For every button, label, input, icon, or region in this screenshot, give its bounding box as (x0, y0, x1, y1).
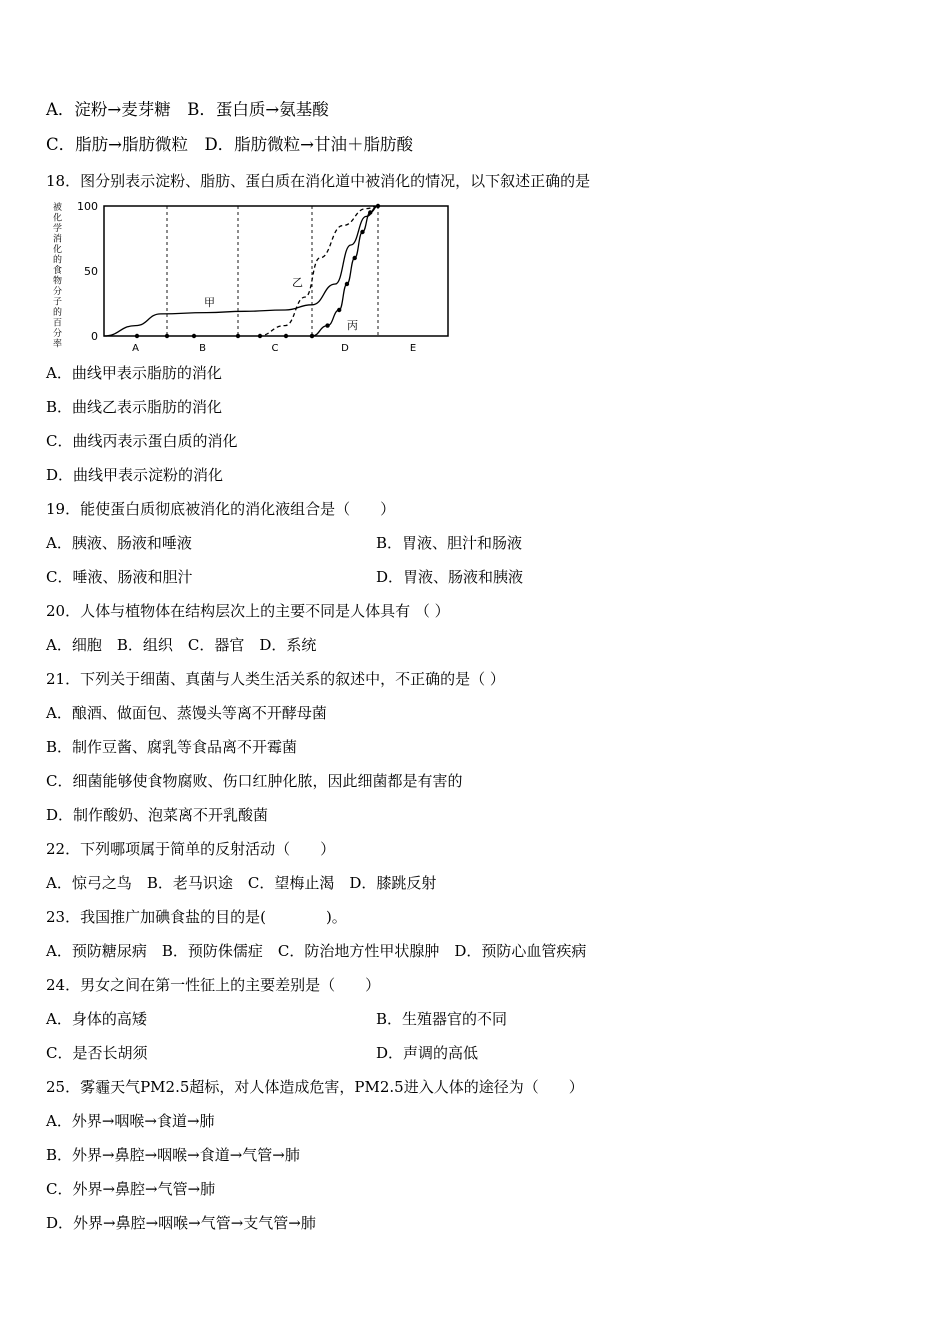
q19-option-d: D．胃液、肠液和胰液 (376, 568, 524, 586)
ylabel-char: 率 (53, 339, 63, 350)
baseline-dot (192, 334, 196, 338)
series-point-丙 (376, 204, 380, 208)
ylabel-char: 被 (53, 203, 63, 213)
series-point-丙 (325, 323, 329, 327)
baseline-dot (135, 334, 139, 338)
ylabel-char: 化 (53, 245, 63, 255)
q18-option-c: C．曲线丙表示蛋白质的消化 (46, 432, 238, 450)
x-category-label: B (199, 343, 206, 354)
series-label-乙: 乙 (292, 276, 303, 289)
q25-stem: 25．雾霾天气PM2.5超标，对人体造成危害，PM2.5进入人体的途径为（ ） (46, 1078, 584, 1096)
baseline-dot (284, 334, 288, 338)
series-point-丙 (368, 210, 372, 214)
q21-option-a: A．酿酒、做面包、蒸馒头等离不开酵母菌 (46, 704, 327, 722)
q21-option-c: C．细菌能够使食物腐败、伤口红肿化脓，因此细菌都是有害的 (46, 772, 463, 790)
series-point-丙 (345, 282, 349, 286)
q24-option-b: B．生殖器官的不同 (376, 1010, 508, 1028)
q17-options-line-1: A．淀粉→麦芽糖 B．蛋白质→氨基酸 (46, 100, 329, 119)
q18-stem: 18．图分别表示淀粉、脂肪、蛋白质在消化道中被消化的情况，以下叙述正确的是 (46, 172, 591, 190)
q23-stem: 23．我国推广加碘食盐的目的是( )。 (46, 908, 347, 926)
digestion-chart (42, 198, 462, 358)
ylabel-char: 食 (53, 266, 63, 276)
q22-stem: 22．下列哪项属于简单的反射活动（ ） (46, 840, 336, 858)
q25-option-a: A．外界→咽喉→食道→肺 (46, 1112, 215, 1130)
baseline-dot (236, 334, 240, 338)
series-point-丙 (337, 308, 341, 312)
q21-stem: 21．下列关于细菌、真菌与人类生活关系的叙述中，不正确的是（ ） (46, 670, 505, 688)
q20-stem: 20．人体与植物体在结构层次上的主要不同是人体具有 （ ） (46, 602, 450, 620)
ylabel-char: 分 (53, 287, 63, 297)
q24-option-d: D．声调的高低 (376, 1044, 479, 1062)
y-tick-label: 0 (91, 330, 98, 343)
x-category-label: C (271, 343, 279, 354)
q25-option-d: D．外界→鼻腔→咽喉→气管→支气管→肺 (46, 1214, 316, 1232)
ylabel-char: 子 (53, 297, 63, 308)
baseline-dot (258, 334, 262, 338)
q21-option-d: D．制作酸奶、泡菜离不开乳酸菌 (46, 806, 269, 824)
y-tick-label: 50 (84, 265, 98, 278)
q18-option-d: D．曲线甲表示淀粉的消化 (46, 466, 224, 484)
q18-option-b: B．曲线乙表示脂肪的消化 (46, 398, 223, 416)
q19-stem: 19．能使蛋白质彻底被消化的消化液组合是（ ） (46, 500, 396, 518)
series-label-丙: 丙 (347, 319, 358, 332)
ylabel-char: 的 (53, 308, 63, 318)
ylabel-char: 分 (53, 329, 63, 339)
series-line-丙 (312, 206, 378, 336)
series-label-甲: 甲 (204, 296, 215, 309)
x-category-label: A (132, 343, 139, 354)
q19-option-b: B．胃液、胆汁和肠液 (376, 534, 523, 552)
q20-options: A．细胞 B．组织 C．器官 D．系统 (46, 636, 317, 654)
series-point-丙 (353, 256, 357, 260)
q25-option-c: C．外界→鼻腔→气管→肺 (46, 1180, 216, 1198)
plot-frame (104, 206, 448, 336)
q23-options: A．预防糖尿病 B．预防侏儒症 C．防治地方性甲状腺肿 D．预防心血管疾病 (46, 942, 587, 960)
q19-option-c: C．唾液、肠液和胆汁 (46, 568, 193, 586)
ylabel-char: 物 (53, 276, 63, 287)
ylabel-char: 化 (53, 213, 63, 224)
x-category-label: D (341, 343, 349, 354)
q24-stem: 24．男女之间在第一性征上的主要差别是（ ） (46, 976, 381, 994)
series-line-甲 (104, 206, 378, 336)
y-tick-label: 100 (77, 200, 98, 213)
x-category-label: E (409, 343, 417, 354)
q25-option-b: B．外界→鼻腔→咽喉→食道→气管→肺 (46, 1146, 300, 1164)
ylabel-char: 的 (53, 255, 63, 266)
series-point-丙 (360, 230, 364, 234)
baseline-dot (310, 334, 314, 338)
q19-option-a: A．胰液、肠液和唾液 (46, 534, 192, 552)
q24-option-a: A．身体的高矮 (46, 1010, 147, 1028)
ylabel-char: 消 (53, 234, 63, 245)
q21-option-b: B．制作豆酱、腐乳等食品离不开霉菌 (46, 738, 298, 756)
ylabel-char: 学 (53, 224, 63, 234)
ylabel-char: 百 (53, 318, 63, 329)
q22-options: A．惊弓之鸟 B．老马识途 C．望梅止渴 D．膝跳反射 (46, 874, 437, 892)
q18-option-a: A．曲线甲表示脂肪的消化 (46, 364, 222, 382)
chart-ylabel (53, 201, 62, 350)
q17-options-line-2: C．脂肪→脂肪微粒 D．脂肪微粒→甘油＋脂肪酸 (46, 135, 414, 154)
q24-option-c: C．是否长胡须 (46, 1044, 148, 1062)
baseline-dot (165, 334, 169, 338)
